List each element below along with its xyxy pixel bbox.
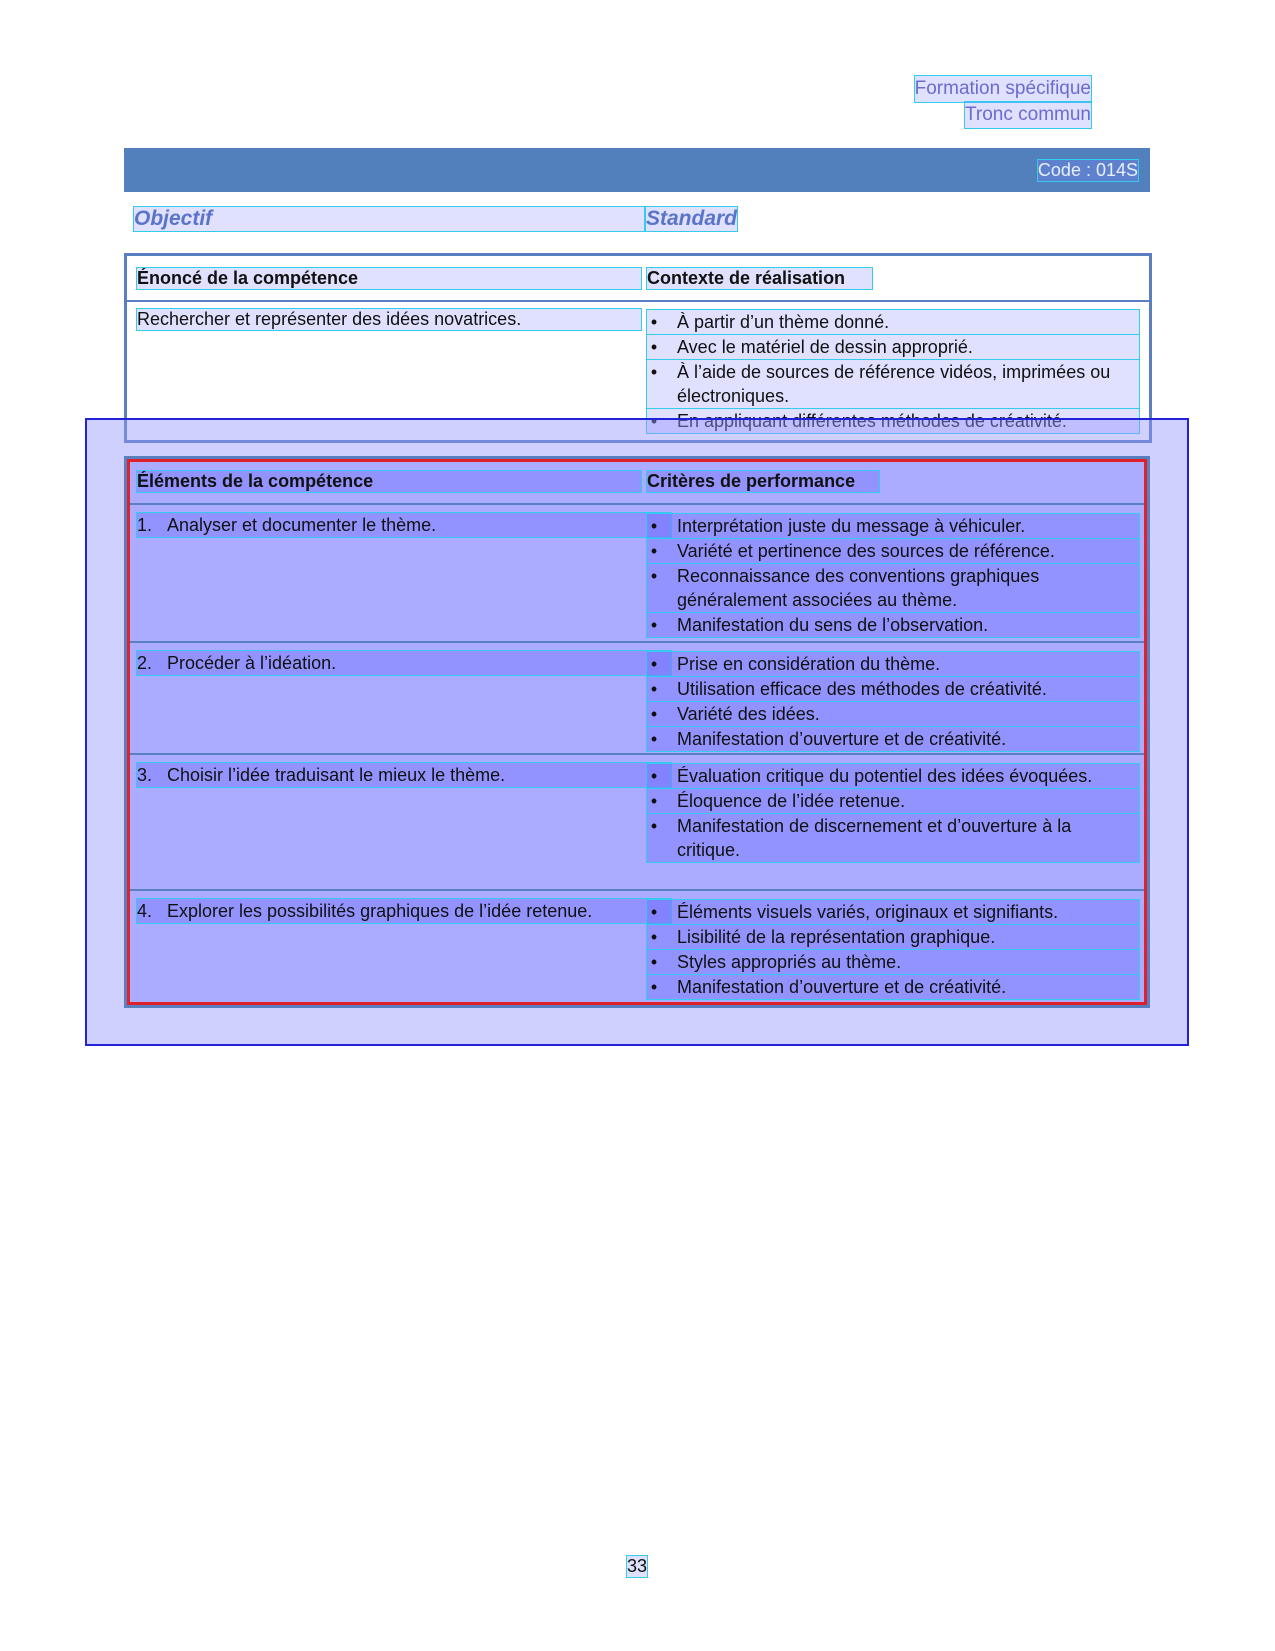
list-item: • Interprétation juste du message à véhiculer.: [647, 514, 1139, 538]
bullet-icon: •: [650, 704, 658, 724]
list-item: • Éléments visuels variés, originaux et signifiants.: [647, 900, 1139, 924]
bullet-icon: •: [650, 927, 658, 947]
list-item: • Éloquence de l’idée retenue.: [647, 789, 1139, 813]
elements-table: [124, 456, 1150, 1008]
table-row: [127, 753, 1147, 891]
list-item: • Prise en considération du thème.: [647, 652, 1139, 676]
list-item: • En appliquant différentes méthodes de créativité.: [647, 409, 1139, 433]
criteres-list: [647, 514, 1139, 638]
section-headings: [134, 207, 1144, 235]
list-item: • Lisibilité de la représentation graphique.: [647, 925, 1139, 949]
list-item: • Manifestation d’ouverture et de créativité.: [647, 975, 1139, 999]
contexte-list: [647, 310, 1139, 434]
bullet-icon: •: [650, 541, 658, 561]
table-header-row: [127, 459, 1147, 503]
element-text: 1. Analyser et documenter le thème.: [137, 513, 671, 537]
bullet-icon: •: [650, 902, 658, 922]
table-row: [127, 641, 1147, 755]
criteres-list: [647, 652, 1139, 752]
bullet-icon: •: [650, 362, 658, 382]
bullet-icon: •: [650, 411, 658, 431]
table-row: [127, 889, 1147, 1007]
table-header-row: [127, 256, 1149, 302]
bullet-icon: •: [650, 615, 658, 635]
bullet-icon: •: [650, 654, 658, 674]
bullet-icon: •: [650, 337, 658, 357]
list-item: • Évaluation critique du potentiel des idées évoquées.: [647, 764, 1139, 788]
bullet-icon: •: [650, 516, 658, 536]
table-row: [127, 503, 1147, 643]
bullet-icon: •: [650, 566, 658, 586]
criteres-list: [647, 900, 1139, 1000]
list-item: • Styles appropriés au thème.: [647, 950, 1139, 974]
list-item: • Variété des idées.: [647, 702, 1139, 726]
track-label: Tronc commun: [965, 102, 1091, 128]
element-text: 3. Choisir l’idée traduisant le mieux le thème.: [137, 763, 671, 787]
enonce-text: Rechercher et représenter des idées novatrices.: [137, 309, 641, 330]
list-item: • Utilisation efficace des méthodes de créativité.: [647, 677, 1139, 701]
element-text: 2. Procéder à l’idéation.: [137, 651, 671, 675]
competence-table: [124, 253, 1152, 443]
bullet-icon: •: [650, 816, 658, 836]
bullet-icon: •: [650, 977, 658, 997]
criteres-list: [647, 764, 1139, 863]
bullet-icon: •: [650, 312, 658, 332]
list-item: • Manifestation d’ouverture et de créativité.: [647, 727, 1139, 751]
document-header: [915, 76, 1091, 128]
objectif-heading: Objectif: [134, 207, 644, 231]
standard-heading: Standard: [646, 207, 738, 230]
list-item: • À l’aide de sources de référence vidéos, imprimées ou électroniques.: [647, 360, 1139, 408]
program-label: Formation spécifique: [915, 76, 1091, 102]
list-item: • Manifestation de discernement et d’ouverture à la critique.: [647, 814, 1139, 862]
enonce-header: Énoncé de la compétence: [137, 268, 641, 289]
contexte-header: Contexte de réalisation: [647, 268, 872, 289]
elements-header: Éléments de la compétence: [137, 471, 641, 492]
bullet-icon: •: [650, 791, 658, 811]
page-number: 33: [627, 1556, 648, 1576]
competency-code: Code : 014S: [1037, 160, 1138, 180]
list-item: • Avec le matériel de dessin approprié.: [647, 335, 1139, 359]
list-item: • Reconnaissance des conventions graphiques généralement associées au thème.: [647, 564, 1139, 612]
bullet-icon: •: [650, 952, 658, 972]
bullet-icon: •: [650, 729, 658, 749]
code-bar: [124, 148, 1150, 192]
element-text: 4. Explorer les possibilités graphiques de l’idée retenue.: [137, 899, 671, 923]
criteres-header: Critères de performance: [647, 471, 879, 492]
list-item: • Variété et pertinence des sources de référence.: [647, 539, 1139, 563]
list-item: • Manifestation du sens de l’observation.: [647, 613, 1139, 637]
list-item: • À partir d’un thème donné.: [647, 310, 1139, 334]
bullet-icon: •: [650, 679, 658, 699]
bullet-icon: •: [650, 766, 658, 786]
